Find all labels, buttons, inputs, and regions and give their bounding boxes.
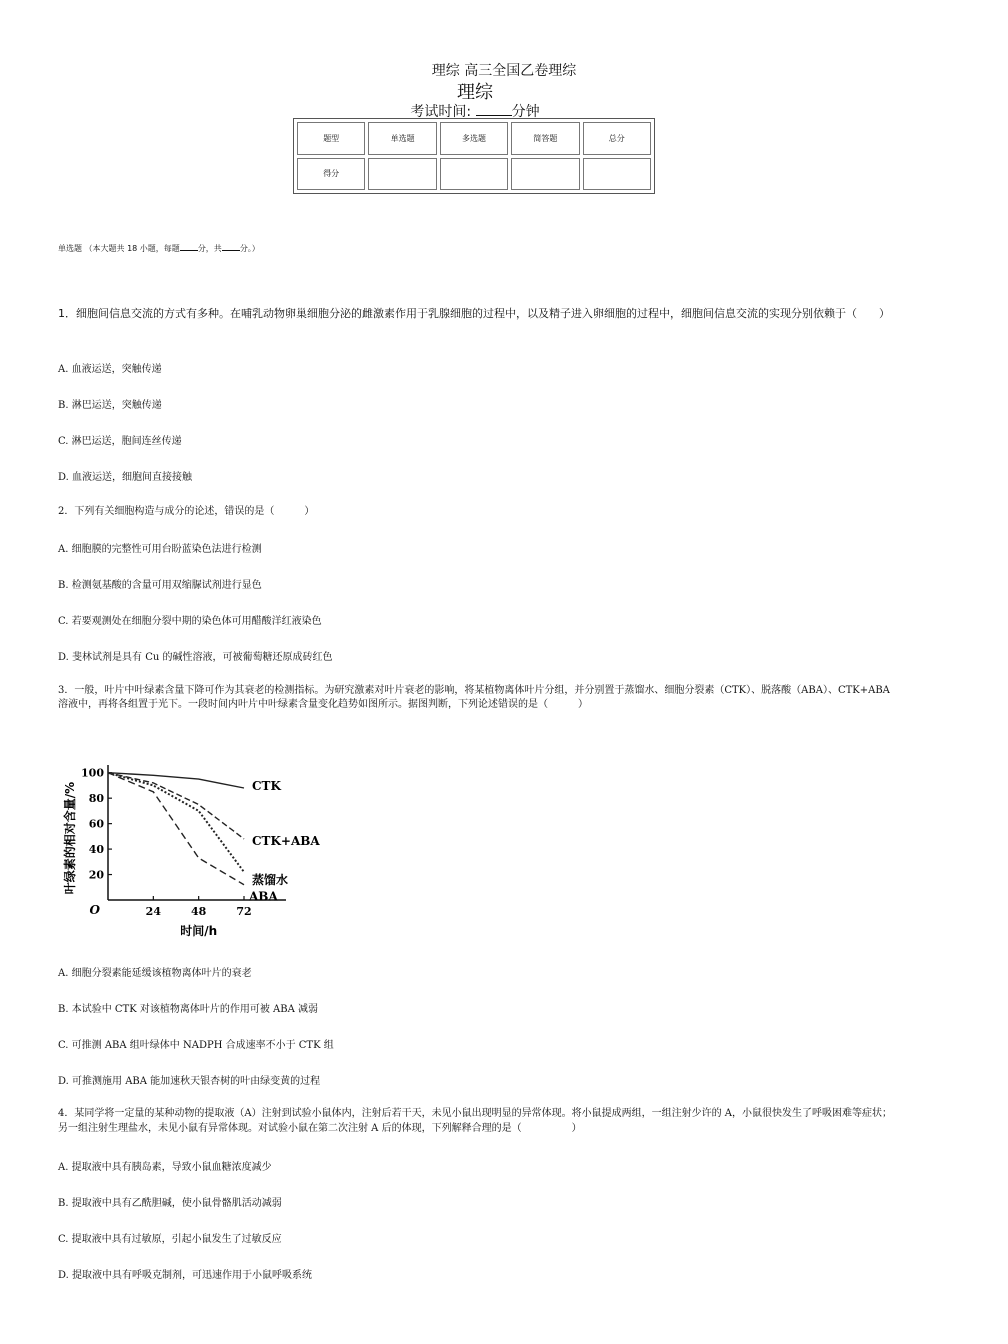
question-2-option-a: A. 细胞膜的完整性可用台盼蓝染色法进行检测 xyxy=(58,544,262,555)
page-title: 理综 xyxy=(457,82,493,103)
blank-total xyxy=(222,242,240,251)
question-4-option-b: B. 提取液中具有乙酰胆碱，使小鼠骨骼肌活动减弱 xyxy=(58,1198,282,1209)
question-4-option-d: D. 提取液中具有呼吸克制剂，可迅速作用于小鼠呼吸系统 xyxy=(58,1270,313,1281)
question-2-option-c: C. 若要观测处在细胞分裂中期的染色体可用醋酸洋红液染色 xyxy=(58,616,322,627)
series-label-2: 蒸馏水 xyxy=(252,873,289,887)
score-cell xyxy=(583,158,651,191)
score-table-header-cell: 多选题 xyxy=(440,122,508,155)
exam-time-blank xyxy=(476,103,512,116)
y-tick-label: 20 xyxy=(88,868,104,882)
x-tick-label: 24 xyxy=(145,905,161,918)
question-3-stem: 3．一般，叶片中叶绿素含量下降可作为其衰老的检测指标。为研究激素对叶片衰老的影响，将某植物离体叶片分组，并分别置于蒸馏水、细胞分裂素（CTK）、脱落酸（ABA）、CTK+ABA 溶液中，再将各组置于光下。一段时间内叶片中叶绿素含量变化趋势如图所示。据图判断，下列论述错误的是（ ） xyxy=(58,685,890,710)
series-label-0: CTK xyxy=(252,779,281,793)
question-1-option-b: B. 淋巴运送，突触传递 xyxy=(58,400,162,411)
score-row-label: 得分 xyxy=(297,158,365,191)
y-tick-label: 80 xyxy=(88,792,104,806)
score-cell xyxy=(511,158,579,191)
series-line-1 xyxy=(108,773,244,839)
question-1-option-a: A. 血液运送，突触传递 xyxy=(58,364,162,375)
score-table-header-cell: 简答题 xyxy=(511,122,579,155)
series-line-2 xyxy=(108,773,244,872)
subject-line: 理综 高三全国乙卷理综 xyxy=(431,63,577,79)
y-tick-label: 100 xyxy=(81,766,104,780)
y-tick-label: 60 xyxy=(88,817,104,831)
question-4-stem: 4．某同学将一定量的某种动物的提取液（A）注射到试验小鼠体内，注射后若干天，未见小鼠出现明显的异常体现。将小鼠提成两组，一组注射少许的 A，小鼠很快发生了呼吸困难等症状；另一组注射生理盐水，未见小鼠有异常体现。对试验小鼠在第二次注射 A 后的体现，下列解释合理的是（ ） xyxy=(58,1108,892,1134)
score-table-header-cell: 总分 xyxy=(583,122,651,155)
series-label-3: ABA xyxy=(249,889,278,904)
series-line-0 xyxy=(108,773,244,788)
series-line-3 xyxy=(108,773,244,885)
exam-time-label: 考试时间: xyxy=(410,104,472,120)
score-cell xyxy=(440,158,508,191)
section-note xyxy=(58,242,260,254)
question-3-option-b: B. 本试验中 CTK 对该植物离体叶片的作用可被 ABA 减弱 xyxy=(58,1004,319,1015)
question-3-option-c: C. 可推测 ABA 组叶绿体中 NADPH 合成速率不小于 CTK 组 xyxy=(58,1040,334,1051)
question-1-stem: 1．细胞间信息交流的方式有多种。在哺乳动物卵巢细胞分泌的雌激素作用于乳腺细胞的过程中，以及精子进入卵细胞的过程中，细胞间信息交流的实现分别依赖于（ ） xyxy=(58,307,890,320)
score-cell xyxy=(368,158,436,191)
score-table-header-row xyxy=(297,122,651,155)
chart-svg xyxy=(58,745,320,945)
question-4-option-a: A. 提取液中具有胰岛素，导致小鼠血糖浓度减少 xyxy=(58,1162,272,1173)
score-table-header-cell: 单选题 xyxy=(368,122,436,155)
score-table-header-cell: 题型 xyxy=(297,122,365,155)
score-table-score-row xyxy=(297,158,651,191)
chlorophyll-chart xyxy=(58,745,320,945)
question-2-option-d: D. 斐林试剂是具有 Cu 的碱性溶液，可被葡萄糖还原成砖红色 xyxy=(58,652,333,663)
x-tick-label: 48 xyxy=(191,905,207,918)
x-axis-label: 时间/h xyxy=(180,924,218,938)
question-1-option-d: D. 血液运送，细胞间直接接触 xyxy=(58,472,193,483)
score-table xyxy=(293,118,655,194)
y-axis-label: 叶绿素的相对含量/% xyxy=(63,781,77,895)
question-3-option-d: D. 可推测施用 ABA 能加速秋天银杏树的叶由绿变黄的过程 xyxy=(58,1076,321,1087)
exam-time-unit: 分钟 xyxy=(511,104,540,120)
section-note-part2: 分，共 xyxy=(197,244,222,253)
section-note-part3: 分。） xyxy=(239,244,260,253)
origin-label: O xyxy=(89,903,100,917)
question-2-option-b: B. 检测氨基酸的含量可用双缩脲试剂进行显色 xyxy=(58,580,262,591)
question-2-stem: 2．下列有关细胞构造与成分的论述，错误的是（ ） xyxy=(58,506,315,517)
question-4-option-c: C. 提取液中具有过敏原，引起小鼠发生了过敏反应 xyxy=(58,1234,282,1245)
section-note-part1: 单选题 （本大题共 18 小题，每题 xyxy=(58,244,180,253)
x-tick-label: 72 xyxy=(236,905,252,918)
blank-per-question xyxy=(180,242,198,251)
y-tick-label: 40 xyxy=(88,843,104,857)
series-label-1: CTK+ABA xyxy=(252,833,320,848)
question-3-option-a: A. 细胞分裂素能延缓该植物离体叶片的衰老 xyxy=(58,968,252,979)
question-1-option-c: C. 淋巴运送，胞间连丝传递 xyxy=(58,436,182,447)
